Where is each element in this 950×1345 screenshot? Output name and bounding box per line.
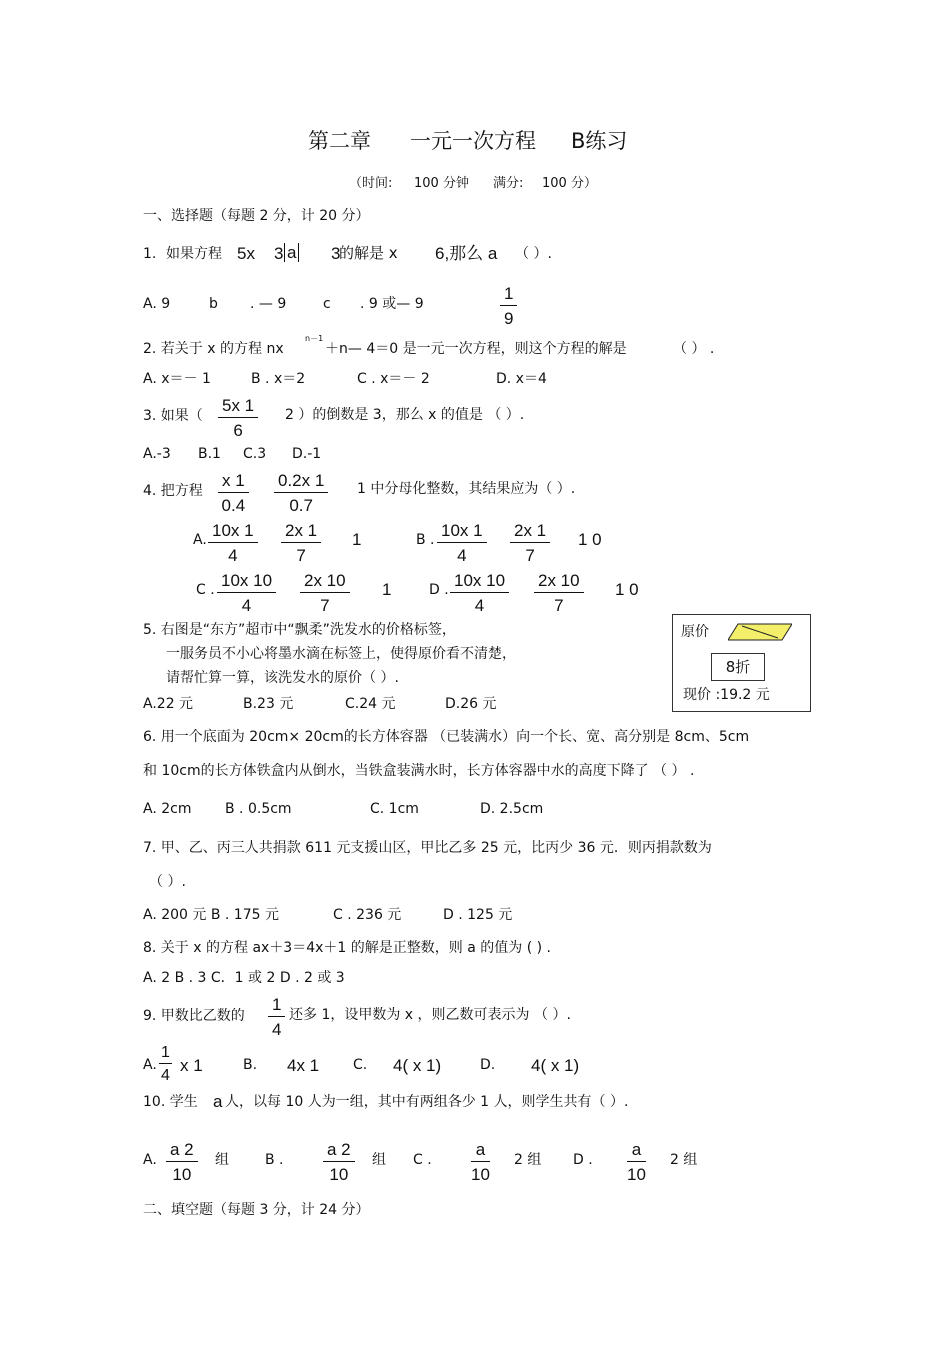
q10-c-tail: 2 组 — [514, 1152, 542, 1168]
q9-a-frac-num: 1 — [159, 1045, 172, 1064]
q1-paren: （ ）. — [515, 246, 552, 262]
q9-a-expr: x 1 — [180, 1056, 203, 1075]
q4-b-f2-den: 7 — [525, 546, 535, 565]
title-sub: 一元一次方程 — [410, 129, 536, 153]
q10-b-frac-den: 10 — [329, 1165, 349, 1184]
q4-b-label: B . — [416, 532, 435, 548]
q3-text: 3. 如果（ — [143, 408, 203, 424]
q10-after: 人，以每 10 人为一组，其中有两组各少 1 人，则学生共有（ ）. — [225, 1094, 629, 1110]
ink-stain-shape — [728, 623, 792, 641]
price-tag — [672, 614, 811, 712]
q2-option-b: B . x＝2 — [251, 371, 306, 387]
q2-paren: （ ） . — [673, 341, 715, 357]
q1-eq-6: 6,那么 a — [435, 244, 498, 263]
q10-d-frac-num: a — [627, 1141, 646, 1162]
q9-a-label: A. — [143, 1057, 157, 1073]
q10-c-frac-num: a — [471, 1141, 490, 1162]
q4-b-f2-num: 2x 1 — [510, 522, 550, 543]
q9-a-frac-den: 4 — [161, 1067, 170, 1084]
q1-frac-num: 1 — [500, 285, 517, 306]
subtitle-score-label: 满分: — [493, 176, 524, 191]
q2-option-d: D. x＝4 — [496, 371, 547, 387]
q2-text2: ＋n— 4＝0 是一元一次方程，则这个方程的解是 — [325, 341, 627, 357]
q5-line1: 5. 右图是“东方”超市中“飘柔”洗发水的价格标签， — [143, 622, 456, 638]
q2-option-c: C . x＝－ 2 — [357, 371, 430, 387]
q5-option-c: C.24 元 — [345, 696, 396, 712]
q10-text: 10. 学生 — [143, 1094, 198, 1110]
q1-number: 1. — [143, 246, 157, 262]
q9-frac-num: 1 — [268, 996, 285, 1017]
q10-a-frac-num: a 2 — [166, 1141, 198, 1162]
q4-d-frac-1 — [450, 572, 509, 614]
title-tail: B练习 — [571, 129, 628, 153]
q5-option-d: D.26 元 — [445, 696, 497, 712]
q10-c-fraction — [471, 1141, 490, 1183]
q4-c-label: C . — [196, 582, 215, 598]
q4-a-f1-den: 4 — [228, 546, 238, 565]
q6-line1: 6. 用一个底面为 20cm× 20cm的长方体容器 （已装满水）向一个长、宽、高分别是 8cm、5cm — [143, 729, 750, 745]
q9-c-label: C. — [353, 1057, 368, 1073]
q4-c-f2-den: 7 — [320, 596, 330, 615]
q6-option-c: C. 1cm — [370, 801, 419, 817]
q1-opt-e: . 9 或— 9 — [360, 296, 424, 312]
q4-a-label: A. — [193, 532, 207, 548]
q4-fraction-2 — [274, 472, 328, 514]
q1-opt-d: c — [323, 296, 331, 312]
q9-d-label: D. — [480, 1057, 496, 1073]
q7-option-c: C . 236 元 — [333, 907, 402, 923]
q1-eq-3: 3 — [274, 244, 284, 263]
q4-c-frac-1 — [217, 572, 276, 614]
q10-a-frac-den: 10 — [172, 1165, 192, 1184]
q9-c-expr: 4( x 1) — [393, 1056, 442, 1075]
q1-opt-c: . — 9 — [250, 296, 287, 312]
q4-c-f1-num: 10x 10 — [217, 572, 276, 593]
subtitle-score: 100 分） — [542, 176, 597, 191]
q10-d-fraction — [627, 1141, 646, 1183]
q3-after: 2 ）的倒数是 3，那么 x 的值是 （ ）. — [285, 407, 525, 423]
q5-option-b: B.23 元 — [243, 696, 294, 712]
q4-f2-num: 0.2x 1 — [274, 472, 328, 493]
q10-b-fraction — [323, 1141, 355, 1183]
q7-option-d: D . 125 元 — [443, 907, 513, 923]
q4-a-f1-num: 10x 1 — [208, 522, 258, 543]
q3-option-b: B.1 — [198, 446, 221, 462]
q4-a-f2-num: 2x 1 — [281, 522, 321, 543]
q4-b-f1-num: 10x 1 — [437, 522, 487, 543]
q4-a-rhs: 1 — [352, 530, 362, 549]
q3-frac-den: 6 — [233, 421, 243, 440]
q4-d-f1-den: 4 — [474, 596, 485, 615]
q4-d-f2-num: 2x 10 — [534, 572, 584, 593]
q3-option-a: A.-3 — [143, 446, 171, 462]
q4-d-f1-num: 10x 10 — [450, 572, 509, 593]
q4-b-f1-den: 4 — [457, 546, 467, 565]
q10-c-label: C . — [413, 1152, 432, 1168]
q4-after: 1 中分母化整数，其结果应为（ ）. — [357, 481, 576, 497]
q3-frac-num: 5x 1 — [218, 397, 258, 418]
q10-d-tail: 2 组 — [670, 1152, 698, 1168]
q4-a-f2-den: 7 — [296, 546, 306, 565]
q7-option-ab: A. 200 元 B . 175 元 — [143, 907, 279, 923]
q8-line1: 8. 关于 x 的方程 ax＋3＝4x＋1 的解是正整数，则 a 的值为 ( ) . — [143, 940, 551, 956]
q2-text: 2. 若关于 x 的方程 nx — [143, 341, 284, 357]
subtitle-time: 100 分钟 — [414, 176, 469, 191]
price-tag-now: 现价 :19.2 元 — [683, 687, 770, 703]
q9-fraction — [268, 996, 285, 1038]
q4-d-label: D . — [429, 582, 449, 598]
q2-option-a: A. x＝－ 1 — [143, 371, 211, 387]
q1-eq-abs-a: a — [284, 243, 299, 262]
q9-b-expr: 4x 1 — [287, 1056, 320, 1075]
q4-d-frac-2 — [534, 572, 584, 614]
q10-b-tail: 组 — [372, 1152, 386, 1168]
q4-fraction-1 — [218, 472, 249, 514]
q2-superscript: n－1 — [305, 334, 324, 343]
q10-d-label: D . — [573, 1152, 593, 1168]
q3-option-c: C.3 — [243, 446, 267, 462]
q5-option-a: A.22 元 — [143, 696, 194, 712]
q10-a-fraction — [166, 1141, 198, 1183]
q10-c-frac-den: 10 — [471, 1165, 490, 1184]
q1-opt-b: b — [209, 296, 218, 312]
q4-f1-num: x 1 — [218, 472, 249, 493]
q4-a-frac-2 — [281, 522, 321, 564]
section-heading-choice: 一、选择题（每题 2 分，计 20 分） — [143, 208, 370, 224]
q4-b-frac-2 — [510, 522, 550, 564]
q1-frac-den: 9 — [504, 309, 514, 328]
q7-line1: 7. 甲、乙、丙三人共捐款 611 元支援山区，甲比乙多 25 元，比丙少 36 元．则丙捐款数为 — [143, 840, 712, 856]
q1-text2: 的解是 x — [339, 244, 398, 262]
q4-text: 4. 把方程 — [143, 483, 203, 499]
q1-text: 如果方程 — [166, 246, 222, 262]
q6-option-d: D. 2.5cm — [480, 801, 544, 817]
q3-fraction — [218, 397, 258, 439]
q9-text: 9. 甲数比乙数的 — [143, 1008, 245, 1024]
q6-option-b: B . 0.5cm — [225, 801, 292, 817]
q10-a-label: A. — [143, 1152, 157, 1168]
q3-option-d: D.-1 — [292, 446, 322, 462]
q1-eq-5x: 5x — [237, 244, 255, 263]
title-main: 第二章 — [308, 129, 371, 153]
q6-option-a: A. 2cm — [143, 801, 192, 817]
q5-line3: 请帮忙算一算，该洗发水的原价（ ）. — [166, 670, 399, 686]
q6-line2: 和 10cm的长方体铁盒内从倒水，当铁盒装满水时，长方体容器中水的高度下降了 （ ） . — [143, 763, 695, 779]
q9-frac-den: 4 — [272, 1020, 282, 1039]
q4-f2-den: 0.7 — [289, 496, 313, 515]
q4-d-f2-den: 7 — [554, 596, 564, 615]
q4-c-f1-den: 4 — [241, 596, 252, 615]
q10-b-frac-num: a 2 — [323, 1141, 355, 1162]
q9-b-label: B. — [243, 1057, 258, 1073]
q4-c-rhs: 1 — [382, 580, 392, 599]
price-tag-orig-label: 原价 — [681, 624, 709, 640]
q1-eq-3b: 3 — [331, 244, 341, 263]
q10-a-tail: 组 — [215, 1152, 229, 1168]
q4-b-frac-1 — [437, 522, 487, 564]
discount-box: 8折 — [711, 653, 765, 681]
q9-after: 还多 1，设甲数为 x ，则乙数可表示为 （ ）. — [289, 1007, 571, 1023]
q4-a-frac-1 — [208, 522, 258, 564]
q9-a-fraction — [159, 1045, 172, 1084]
q10-d-frac-den: 10 — [627, 1165, 646, 1184]
q4-f1-den: 0.4 — [221, 496, 246, 515]
q9-d-expr: 4( x 1) — [531, 1056, 580, 1075]
q10-b-label: B . — [265, 1152, 284, 1168]
q7-line2: （ ）. — [149, 874, 186, 890]
section-heading-fill: 二、填空题（每题 3 分，计 24 分） — [143, 1202, 370, 1218]
q4-b-rhs: 1 0 — [578, 530, 602, 549]
q1-fraction — [500, 285, 517, 327]
q4-c-f2-num: 2x 10 — [300, 572, 350, 593]
q10-a-var: a — [213, 1092, 223, 1111]
q5-line2: 一服务员不小心将墨水滴在标签上，使得原价看不清楚， — [166, 646, 516, 662]
subtitle-open: （时间: — [349, 176, 393, 191]
q8-options: A. 2 B . 3 C．1 或 2 D . 2 或 3 — [143, 970, 345, 986]
q1-opt-a: A. 9 — [143, 296, 171, 312]
q4-c-frac-2 — [300, 572, 350, 614]
q4-d-rhs: 1 0 — [615, 580, 639, 599]
